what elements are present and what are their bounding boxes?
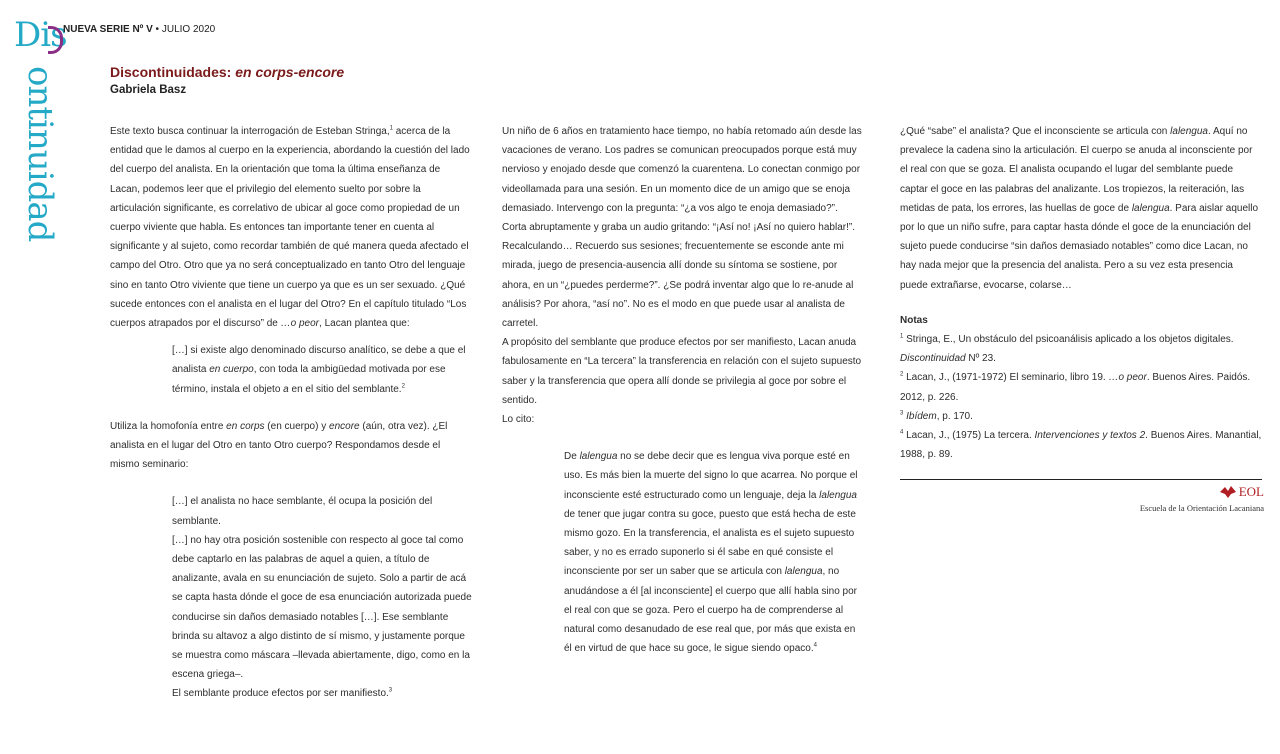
eol-emblem-icon xyxy=(1219,485,1237,499)
italic-run: lalengua xyxy=(1131,202,1170,214)
col1-quote-2-line-3 xyxy=(172,684,472,703)
italic-run: encore xyxy=(329,420,360,432)
text-run: El semblante produce efectos por ser manifiesto. xyxy=(172,688,389,700)
eol-logo xyxy=(1130,483,1264,513)
italic-run: lalengua xyxy=(579,451,618,463)
text-run: Stringa, E., Un obstáculo del psicoanálisis aplicado a los objetos digitales. xyxy=(903,334,1234,346)
column-1 xyxy=(110,122,472,704)
note-4 xyxy=(900,426,1262,464)
text-run: Lacan, J., (1971-1972) El seminario, libro 19. xyxy=(903,372,1109,384)
eol-subtitle: Escuela de la Orientación Lacaniana xyxy=(1139,503,1264,513)
text-run: , con toda la ambigüedad motivada por ese término, instala el objeto xyxy=(172,364,446,395)
note-2 xyxy=(900,368,1262,406)
article-title xyxy=(110,64,344,80)
italic-run: …o peor xyxy=(280,318,320,330)
note-number: 4 xyxy=(900,429,904,436)
text-run: Este texto busca continuar la interrogación de Esteban Stringa, xyxy=(110,126,390,137)
col1-quote-2-line-1: […] el analista no hace semblante, él ocupa la posición del semblante. xyxy=(172,496,433,527)
title-italic: en corps-encore xyxy=(235,64,345,80)
text-run: acerca de la entidad que le damos al cuerpo en la experiencia, abordando la cuestión del lado del cuerpo del analista. En la orientación que toma la última enseñanza de Lacan, podemos leer que el privilegio del elemento suelto por sobre la articulación significante, es correlativo de ubicar al goce como propiedad de un cuerpo viviente que habla. Es entonces tan importante tener en cuenta al significante y al sujeto, como recordar también de qué manera queda afectado el campo del Otro. Otro que ya no será conceptualizado en tanto Otro del lenguaje sino en tanto Otro viviente que tiene un cuerpo ya que es un ser sexuado. ¿Qué sucede entonces con el analista en el lugar del Otro? En el capítulo titulado “Los cuerpos atrapados por el discurso” de xyxy=(110,126,470,330)
issue-label xyxy=(63,24,215,35)
footer-rule xyxy=(900,479,1262,480)
note-1 xyxy=(900,330,1262,368)
italic-run: Discontinuidad xyxy=(900,353,966,365)
article-author: Gabriela Basz xyxy=(110,84,187,96)
logo-vertical-text: ontinuidad xyxy=(20,66,60,242)
text-run: . Buenos Aires. Paidós. 2012, p. 226. xyxy=(900,372,1251,403)
note-number: 1 xyxy=(900,333,904,340)
footnote-ref-3[interactable]: 3 xyxy=(388,688,393,695)
text-run: , Lacan plantea que: xyxy=(319,318,410,330)
italic-run: a xyxy=(283,383,289,395)
title-main: Discontinuidades: xyxy=(110,64,236,80)
text-run: . Para aislar aquello por lo que un niño sufre, para captar hasta dónde el goce de la enunciación del sujeto puede conducirse “sin daños demasiado notables” como dice Lacan, no hay nada mejor que la presencia del analista. Pero a su vez esta presencia puede extrañarse, evocarse, colarse… xyxy=(900,202,1259,291)
journal-logo xyxy=(10,15,90,242)
text-run: en el sitio del semblante. xyxy=(288,383,402,395)
footnote-ref-1[interactable]: 1 xyxy=(389,125,393,132)
italic-run: Intervenciones y textos 2 xyxy=(1034,430,1146,442)
col2-quote xyxy=(564,447,864,658)
note-number: 3 xyxy=(900,410,904,417)
col2-paragraph-2: A propósito del semblante que produce efectos por ser manifiesto, Lacan anuda fabulosamente en “La tercera” la transferencia en relación con el sujeto supuesto saber y la transferencia que opera allí donde se privilegia al goce por sobre el sentido. xyxy=(502,337,862,406)
column-3 xyxy=(900,122,1262,464)
italic-run: …o peor xyxy=(1108,372,1147,384)
text-run: , no anudándose a él [al inconsciente] el cuerpo que allí habla sino por el real con que se goza. Pero el cuerpo ha de comprenderse al natural como desanudado de ese real que, por más que exista en él en virtud de que hace su goce, le sigue siendo opaco. xyxy=(564,566,857,655)
italic-run: en cuerpo xyxy=(209,364,254,376)
col2-paragraph-1: Un niño de 6 años en tratamiento hace tiempo, no había retomado aún desde las vacaciones de verano. Los padres se comunican preocupados porque está muy nervioso y enojado desde que comenzó la cuarentena. Lo conectan conmigo por videollamada para una sesión. En un momento dice de un amigo que se enoja demasiado. Intervengo con la pregunta: “¿a vos algo te enoja demasiado?”. Corta abruptamente y graba un audio gritando: “¡Así no! ¡Así no quiero hablar!”. Recalculando… Recuerdo sus sesiones; frecuentemente se esconde ante mi mirada, juego de presencia-ausencia allí donde su síntoma se sostiene, por ahora, en un “¿puedes perderme?”. ¿Se podrá inventar algo que lo re-anude al análisis? Por ahora, “así no”. No es el modo en que puede usar al analista de carretel. xyxy=(502,126,862,330)
col1-quote-1 xyxy=(172,341,472,399)
col3-paragraph-1 xyxy=(900,122,1262,295)
text-run: de tener que jugar contra su goce, puesto que está hecha de este mismo gozo. En la transferencia, el analista es el sujeto supuesto saber, y no es errado suponerlo si él sabe en qué consiste el inconsciente por ser un saber que se articula con xyxy=(564,508,856,578)
note-3 xyxy=(900,407,1262,426)
text-run: Lacan, J., (1975) La tercera. xyxy=(903,430,1035,442)
text-run: , p. 170. xyxy=(936,410,973,422)
issue-separator: • xyxy=(152,24,162,35)
text-run: Utiliza la homofonía entre xyxy=(110,420,227,432)
text-run: […] si existe algo denominado discurso analítico, se debe a que el analista xyxy=(172,345,466,376)
note-number: 2 xyxy=(900,372,904,379)
text-run: . Buenos Aires. Manantial, 1988, p. 89. xyxy=(900,430,1262,461)
logo-dis-text: Dis xyxy=(14,15,67,55)
issue-date: JULIO 2020 xyxy=(161,24,216,35)
col2-paragraph-3: Lo cito: xyxy=(502,414,535,426)
eol-text: EOL xyxy=(1238,483,1264,499)
col1-quote-2-line-2: […] no hay otra posición sostenible con respecto al goce tal como debe captarlo en las palabras de aquel a quien, a título de analizante, avala en su enunciación de sujeto. Solo a partir de acá se capta hasta dónde el goce de esa enunciación autorizada puede conducirse sin daños demasiado notables […]. Ese semblante brinda su altavoz a algo distinto de sí mismo, y justamente porque se muestra como máscara –llevada abiertamente, digo, como en la escena griega–. xyxy=(172,534,472,681)
text-run: (en cuerpo) y xyxy=(264,420,330,432)
column-2 xyxy=(502,122,862,658)
italic-run: Ibídem xyxy=(903,410,937,422)
col1-paragraph-1 xyxy=(110,122,472,333)
italic-run: lalengua xyxy=(819,489,857,501)
italic-run: en corps xyxy=(226,420,265,432)
footnote-ref-2[interactable]: 2 xyxy=(401,383,405,390)
text-run: ¿Qué “sabe” el analista? Que el inconsciente se articula con xyxy=(900,126,1171,137)
text-run: . Aquí no prevalece la cadena sino la articulación. El cuerpo se anuda al inconsciente por el real con que se goza. El analista ocupando el lugar del semblante puede captar el goce en las palabras del analizante. Los tropiezos, la reiteración, las metidas de pata, los errores, las huellas de goce de xyxy=(900,126,1253,214)
italic-run: lalengua xyxy=(1170,126,1208,137)
text-run: De xyxy=(564,451,580,463)
italic-run: lalengua xyxy=(784,566,823,578)
text-run: no se debe decir que es lengua viva porque esté en uso. Es más bien la muerte del signo lo que acarrea. No porque el inconsciente esté estructurado como un lenguaje, deja la xyxy=(564,451,858,501)
text-run: (aún, otra vez). ¿El analista en el lugar del Otro en tanto Otro cuerpo? Respondamos desde el mismo seminario: xyxy=(110,420,448,471)
text-run: Nº 23. xyxy=(965,353,996,365)
notes-heading: Notas xyxy=(900,314,928,326)
col1-paragraph-2 xyxy=(110,417,472,475)
footnote-ref-4[interactable]: 4 xyxy=(813,642,817,649)
issue-series: NUEVA SERIE Nº V xyxy=(63,24,153,35)
